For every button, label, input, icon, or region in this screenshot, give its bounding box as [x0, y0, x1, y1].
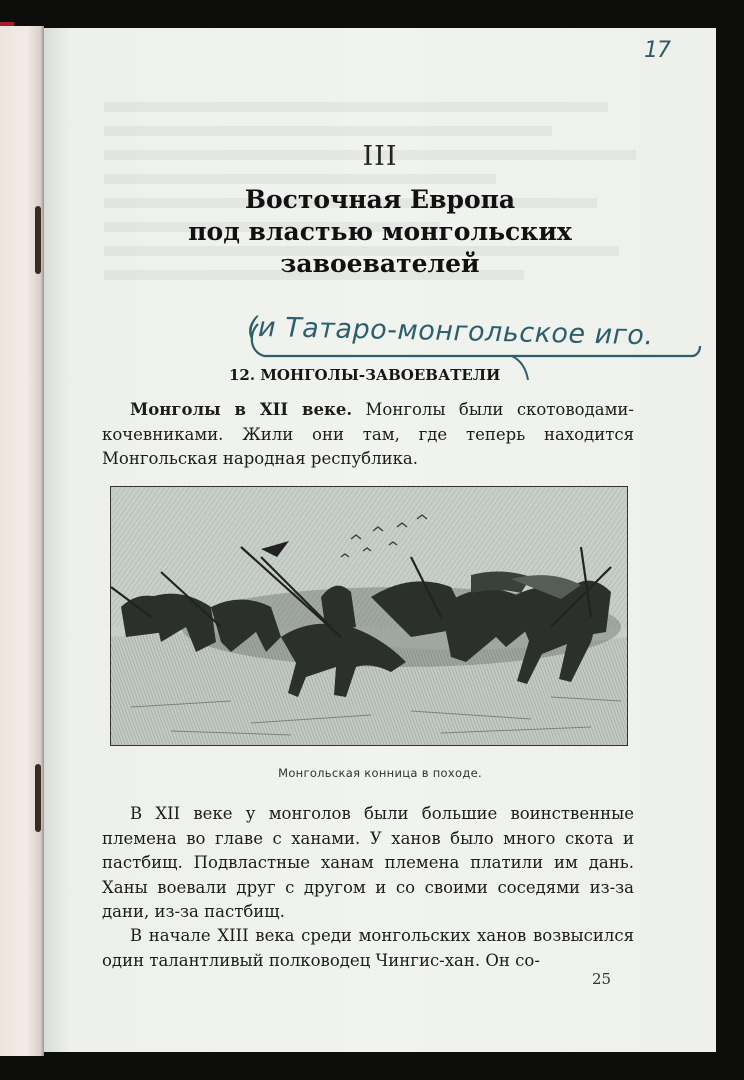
paragraph-tribes-and-khans: В XII веке у монголов были большие воинственные племена во главе с ханами. У ханов было много скота и пастбищ. Подвластные ханам племена платили им дань. Ханы воевали друг с другом и со своими соседями из-за дани, из-за пастбищ. [102, 804, 634, 921]
illustration-caption: Монгольская конница в походе. [278, 766, 482, 780]
printed-page-number: 25 [592, 970, 612, 988]
chapter-number: III [362, 141, 398, 172]
chapter-title-line-2: под властью монгольских [188, 217, 572, 246]
section-heading: 12. МОНГОЛЫ-ЗАВОЕВАТЕЛИ [229, 366, 501, 384]
paragraph-mongols-12th-century [102, 398, 634, 472]
chapter-title [44, 184, 716, 280]
engraving-illustration [110, 486, 628, 746]
chapter-title-line-3: завоевателей [280, 249, 480, 278]
paragraph-run-in-heading: Монголы в XII веке. [130, 400, 353, 419]
handwritten-page-number: 17 [644, 38, 670, 63]
facing-page-strip [0, 26, 44, 1056]
handwritten-note: (и Татаро-монгольское иго. [246, 311, 654, 352]
staple-bottom [35, 764, 41, 832]
mongol-cavalry-engraving [111, 487, 627, 745]
chapter-title-line-1: Восточная Европа [244, 185, 516, 214]
staple-top [35, 206, 41, 274]
book-page [44, 28, 716, 1052]
paragraph-genghis-khan: В начале XIII века среди монгольских ханов возвысился один талантливый полководец Чингис-хан. Он со- [102, 926, 634, 970]
paragraph-1-text: Монголы были скотоводами-кочевниками. Жили они там, где теперь находится Монгольская народная республика. [102, 400, 634, 468]
